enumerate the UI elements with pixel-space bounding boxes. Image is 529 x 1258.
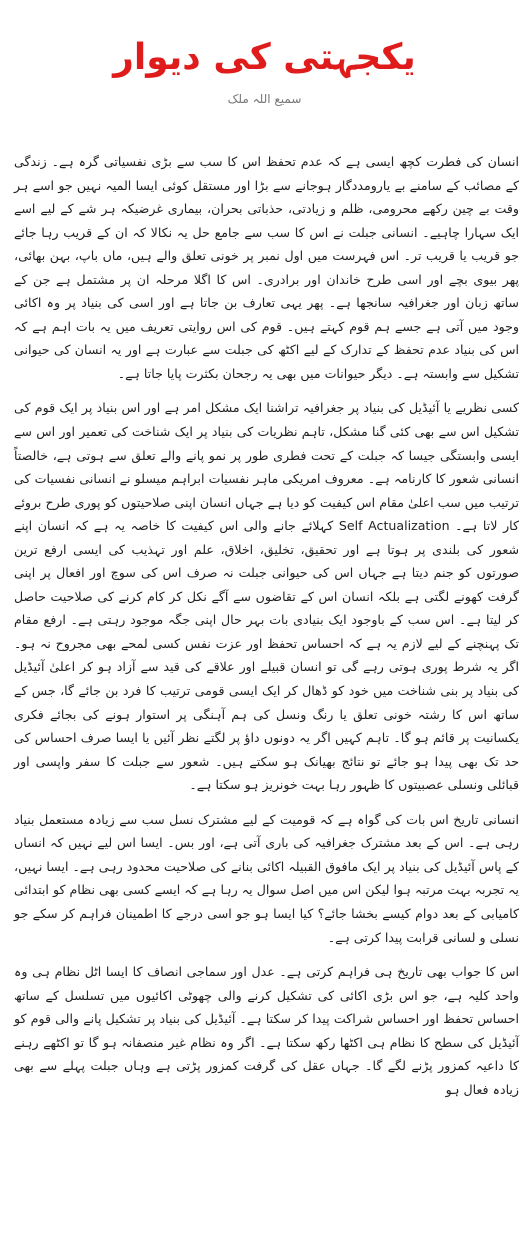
article-author: سمیع اللہ ملک	[227, 92, 302, 106]
paragraph: انسان کی فطرت کچھ ایسی ہے کہ عدم تحفظ اس کا سب سے بڑی نفسیاتی گرہ ہے۔ زندگی کے مصائب کے سامنے بے یارومددگار ہوجانے سے بڑا اور مستقل کوئی ایسا المیہ نہیں جو اسے ہر وقت بے چین رکھے محرومی، ظلم و زیادتی، حذباتی بحران، بیماری غرضیکہ ہر شے کے لیے اسے ایک سہارا چاہیے۔ انسانی جبلت نے اس کا سب سے جامع حل یہ نکالا کہ ان کے قریب رہا جائے جو قریب یا قریب تر۔ اس فہرست میں اول نمبر پر خونی تعلق والے ہیں، ماں باپ، بہن بھائی، پھر بیوی بچے اور اسی طرح خاندان اور برادری۔ اس کا اگلا مرحلہ ان پر مشتمل ہے جن کے ساتھ زبان اور جغرافیہ سانجھا ہے۔ پھر یہی تعارف بن جاتا ہے اور اسی کی بنیاد پر وہ اکائی وجود میں آتی ہے جسے ہم قوم کہتے ہیں۔ قوم کی اس روایتی تعریف میں یہ بات اہم ہے کہ اس کی بنیاد عدم تحفظ کے تدارک کے لیے اکٹھ کی جبلت سے عبارت ہے اور یہ انسان کی حیوانی تشکیل سے وابستہ ہے۔ دیگر حیوانات میں بھی یہ رجحان بکثرت پایا جاتا ہے۔	[14, 154, 519, 381]
article-body	[14, 150, 519, 1112]
paragraph: انسانی تاریخ اس بات کی گواہ ہے کہ قومیت کے لیے مشترک نسل سب سے زیادہ مستعمل بنیاد رہی ہے۔ اس کے بعد مشترک جغرافیہ کی باری آتی ہے، اور بس۔ ایسا اس لیے نہیں کہ انساں کے پاس آئیڈیل کی بنیاد پر ایک مافوق القبیلہ اکائی بنانے کی صلاحیت محدود رہی ہے۔ ایسا نہیں، یہ تجربہ بہت مرتبہ ہوا لیکن اس میں اصل سوال یہ رہا ہے کہ ایسے کسی بھی نظام کو ابتدائی کامیابی کے بعد دوام کیسے بخشا جائے؟ کیا ایسا ہو جو اسی درجے کا اطمینان فراہم کر سکے جو نسلی و لسانی قرابت پیدا کرتی ہے۔	[14, 811, 519, 945]
paragraph: اس کا جواب بھی تاریخ ہی فراہم کرتی ہے۔ عدل اور سماجی انصاف کا ایسا اٹل نظام ہی وہ واحد کلیہ ہے، جو اس بڑی اکائی کی تشکیل کرنے والی چھوٹی اکائیوں میں تسلسل کے ساتھ احساس تحفظ اور احساس شراکت پیدا کر سکتا ہے۔ آئیڈیل کی بنیاد پر تشکیل پانے والی قوم کو آئیڈیل کی سطح کا نظام ہی اکٹھا رکھ سکتا ہے۔ اگر وہ نظام غیر منصفانہ ہو گا تو اکٹھے رہنے کا داعیہ کمزور پڑنے لگے گا۔ جہاں عقل کی گرفت کمزور پڑتی ہے وہاں جبلت پہلے سے بھی زیادہ فعال ہو	[14, 964, 519, 1097]
article-title: یکجہتی کی دیوار	[113, 37, 416, 78]
paragraph: کسی نظریے یا آئیڈیل کی بنیاد پر جغرافیہ تراشنا ایک مشکل امر ہے اور اس بنیاد پر ایک قوم کی تشکیل اس سے بھی کئی گنا مشکل، تاہم نظریات کی بنیاد پر ایک شناخت کی تعمیر اور اس سے ایسی وابستگی جیسا کہ جبلت کے تحت فطری طور پر نمو پانے والے تعلق سے ہوتی ہے، خالصتاً انسانی شعور کا کارنامہ ہے۔ معروف امریکی ماہر نفسیات ابراہم میسلو نے انسانی نفسیات کی ترتیب میں سب اعلیٰ مقام اس کیفیت کو دیا ہے جہاں انسان اپنی صلاحیتوں کو پوری طرح بروئے کار لاتا ہے۔ Self Actualization کہلائے جانے والی اس کیفیت کا خاصہ یہ ہے کہ انسان اپنے شعور کی بلندی پر ہوتا ہے اور تحقیق، تخلیق، اخلاق، علم اور تہذیب کی ایسی ارفع ترین صورتوں کو جنم دیتا ہے جہاں اس کی حیوانی جبلت نہ صرف اس کی سوچ اور افعال پر اپنی گرفت کھونے لگتی ہے بلکہ انسان اس کے تقاضوں سے آگے نکل کر کام کرنے کی صلاحیت حاصل کر لیتا ہے۔ اس سب کے باوجود ایک بنیادی بات بہر حال اپنی جگہ موجود رہتی ہے۔ ارفع مقام تک پہنچنے کے لیے لازم یہ ہے کہ احساس تحفظ اور عزت نفس کسی لمحے بھی مجروح نہ ہو۔ اگر یہ شرط پوری ہوتی رہے گی تو انسان قبیلے اور علاقے کی قید سے آزاد ہو کر اعلیٰ آئیڈیل کی بنیاد پر بنی شناخت میں خود کو ڈھال کر ایک ایسی قومی ترتیب کا فرد بن جائے گا، جس کے ساتھ اس کا رشتہ خونی تعلق یا رنگ ونسل کی ہم آہنگی پر استوار ہونے کی بجائے فکری یکسانیت پر قائم ہو گا۔ تاہم کہیں اگر یہ دونوں داؤ پر لگتے نظر آئیں یا ایسا صرف احساس کی حد تک بھی پیدا ہو جائے تو نتائج بھیانک ہو سکتے ہیں۔ شعور سے جبلت کا سفر واپسی اور قبائلی ونسلی عصبیتوں کا ظہور رہا بہت خونریز ہو سکتا ہے۔	[14, 400, 519, 793]
